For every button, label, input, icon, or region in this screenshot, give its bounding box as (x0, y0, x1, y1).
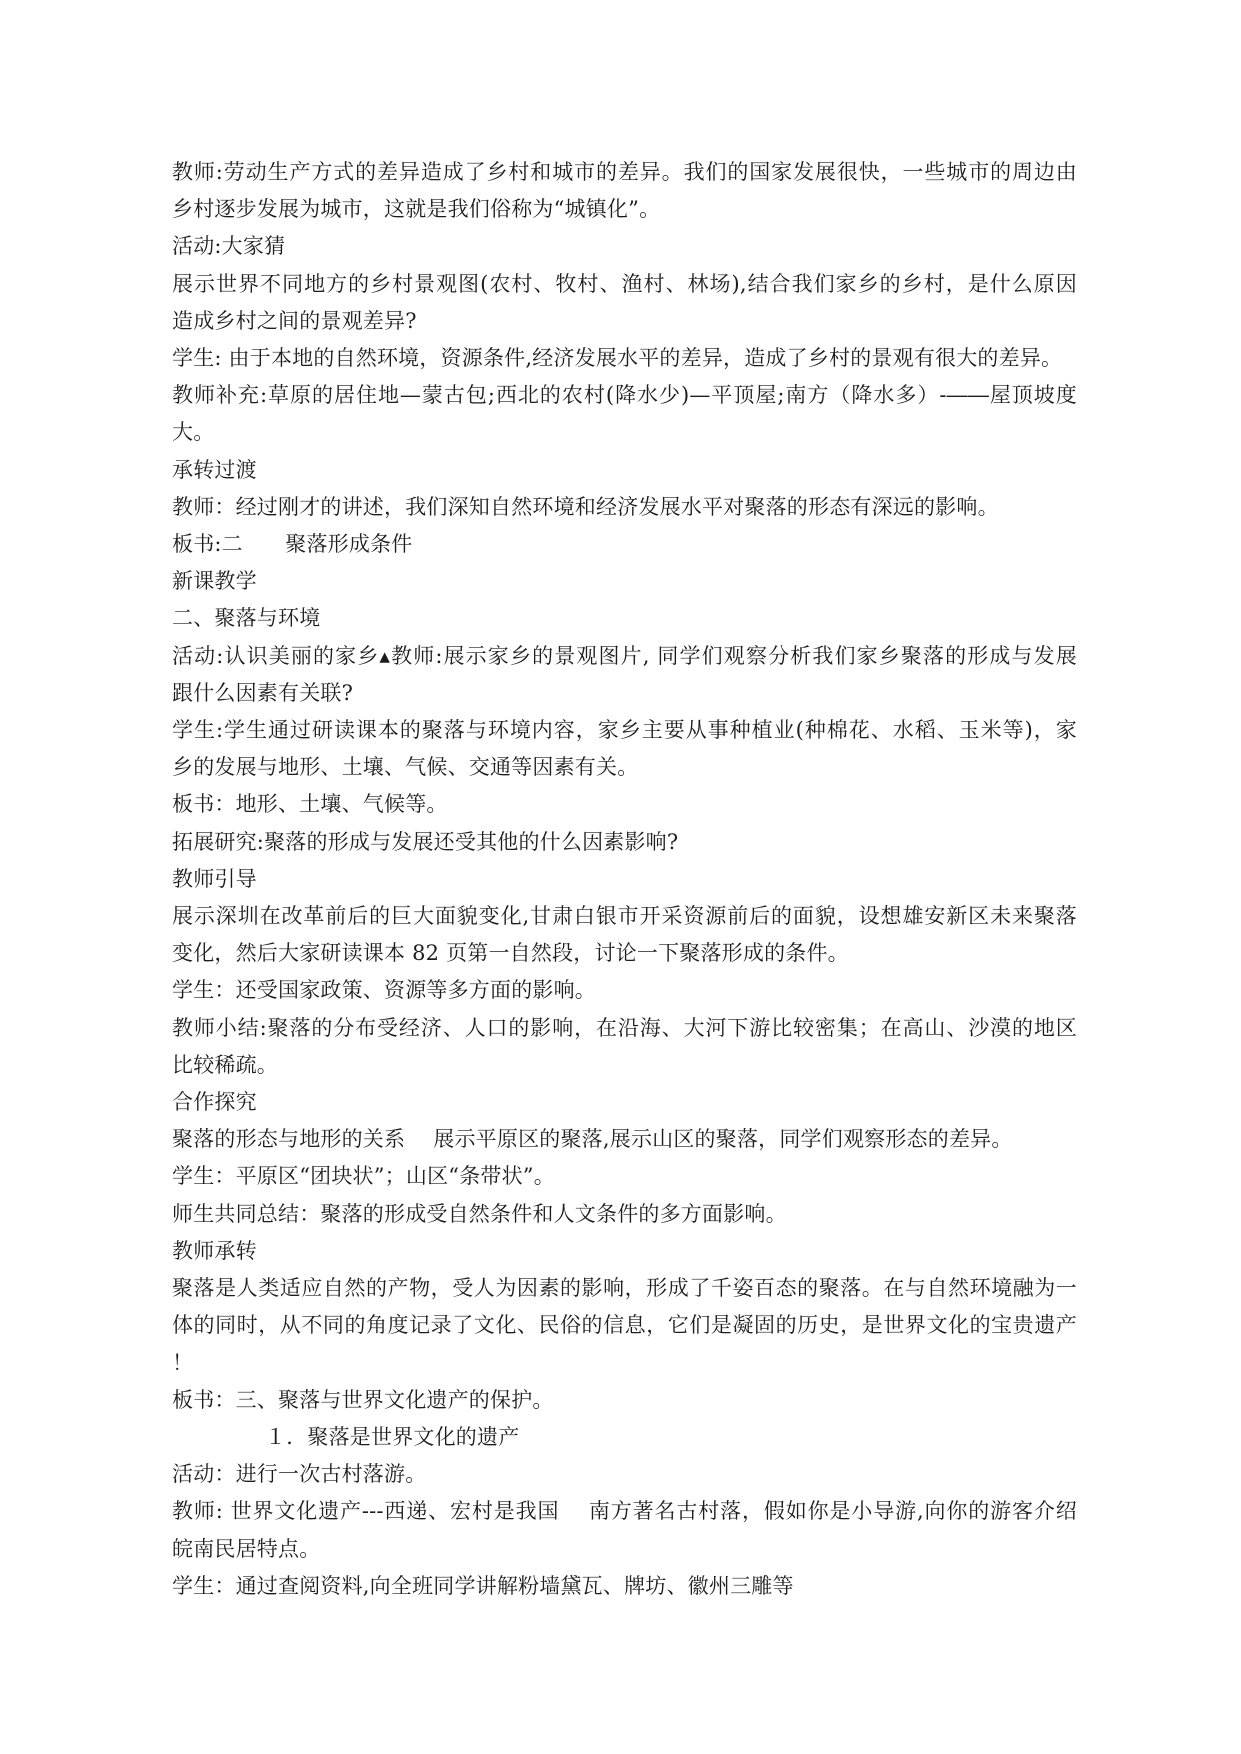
text-line: 聚落的形态与地形的关系 展示平原区的聚落,展示山区的聚落，同学们观察形态的差异。 (172, 1127, 1013, 1152)
text-line: 比较稀疏。 (172, 1052, 278, 1077)
text-line: 合作探究 (172, 1090, 257, 1115)
text-line: 板书：地形、土壤、气候等。 (172, 792, 448, 817)
text-line: 乡村逐步发展为城市，这就是我们俗称为“城镇化”。 (172, 197, 661, 222)
text-line: １．聚落是世界文化的遗产 (265, 1424, 520, 1449)
text-line: 二、聚落与环境 (172, 606, 321, 631)
text-line: 变化，然后大家研读课本 82 页第一自然段，讨论一下聚落形成的条件。 (172, 941, 849, 966)
text-line: 教师: 世界文化遗产---西递、宏村是我国 南方著名古村落，假如你是小导游,向你的游客介绍 (172, 1499, 1077, 1524)
text-line: 大。 (172, 420, 215, 445)
text-line: 新课教学 (172, 569, 257, 594)
text-line: 展示深圳在改革前后的巨大面貌变化,甘肃白银市开采资源前后的面貌，设想雄安新区未来聚落 (172, 904, 1077, 929)
text-line: 展示世界不同地方的乡村景观图(农村、牧村、渔村、林场),结合我们家乡的乡村，是什么原因 (172, 271, 1077, 296)
text-line: 皖南民居特点。 (172, 1536, 321, 1561)
text-line: 体的同时，从不同的角度记录了文化、民俗的信息，它们是凝固的历史，是世界文化的宝贵遗产 (172, 1313, 1077, 1338)
text-line: 拓展研究:聚落的形成与发展还受其他的什么因素影响? (172, 829, 679, 854)
text-line: 承转过渡 (172, 457, 257, 482)
text-line: 教师引导 (172, 866, 257, 891)
text-line: 教师:劳动生产方式的差异造成了乡村和城市的差异。我们的国家发展很快，一些城市的周边由 (172, 160, 1077, 184)
text-line: 活动:认识美丽的家乡▴教师:展示家乡的景观图片, 同学们观察分析我们家乡聚落的形成与发展 (172, 643, 1077, 668)
text-line: 学生：平原区“团块状”；山区“条带状”。 (172, 1164, 555, 1189)
text-line: 教师小结:聚落的分布受经济、人口的影响，在沿海、大河下游比较密集；在高山、沙漠的地区 (172, 1015, 1077, 1040)
text-line: 板书:二 聚落形成条件 (172, 532, 413, 557)
text-line: 板书：三、聚落与世界文化遗产的保护。 (172, 1387, 554, 1412)
text-line: 跟什么因素有关联? (172, 680, 354, 705)
text-line: 造成乡村之间的景观差异? (172, 308, 417, 333)
text-line: 活动：进行一次古村落游。 (172, 1462, 427, 1487)
text-line: 师生共同总结：聚落的形成受自然条件和人文条件的多方面影响。 (172, 1201, 787, 1226)
text-line: 教师：经过刚才的讲述，我们深知自然环境和经济发展水平对聚落的形态有深远的影响。 (172, 494, 999, 519)
text-line: 乡的发展与地形、土壤、气候、交通等因素有关。 (172, 755, 639, 780)
text-line: 学生:学生通过研读课本的聚落与环境内容，家乡主要从事种植业(种棉花、水稻、玉米等)，家 (172, 718, 1077, 743)
text-block (172, 154, 1077, 1605)
text-line: 聚落是人类适应自然的产物，受人为因素的影响，形成了千姿百态的聚落。在与自然环境融为一 (172, 1276, 1077, 1301)
text-line: 学生：通过查阅资料,向全班同学讲解粉墙黛瓦、牌坊、徽州三雕等 (172, 1573, 794, 1598)
text-line: ！ (172, 1350, 194, 1375)
text-line: 学生：还受国家政策、资源等多方面的影响。 (172, 978, 596, 1003)
text-line: 教师承转 (172, 1238, 257, 1263)
text-line: 学生: 由于本地的自然环境，资源条件,经济发展水平的差异，造成了乡村的景观有很大的差异。 (172, 346, 1063, 371)
text-line: 活动:大家猜 (172, 234, 286, 259)
text-line: 教师补充:草原的居住地—蒙古包;西北的农村(降水少)—平顶屋;南方（降水多）-――屋顶坡度 (172, 383, 1077, 408)
